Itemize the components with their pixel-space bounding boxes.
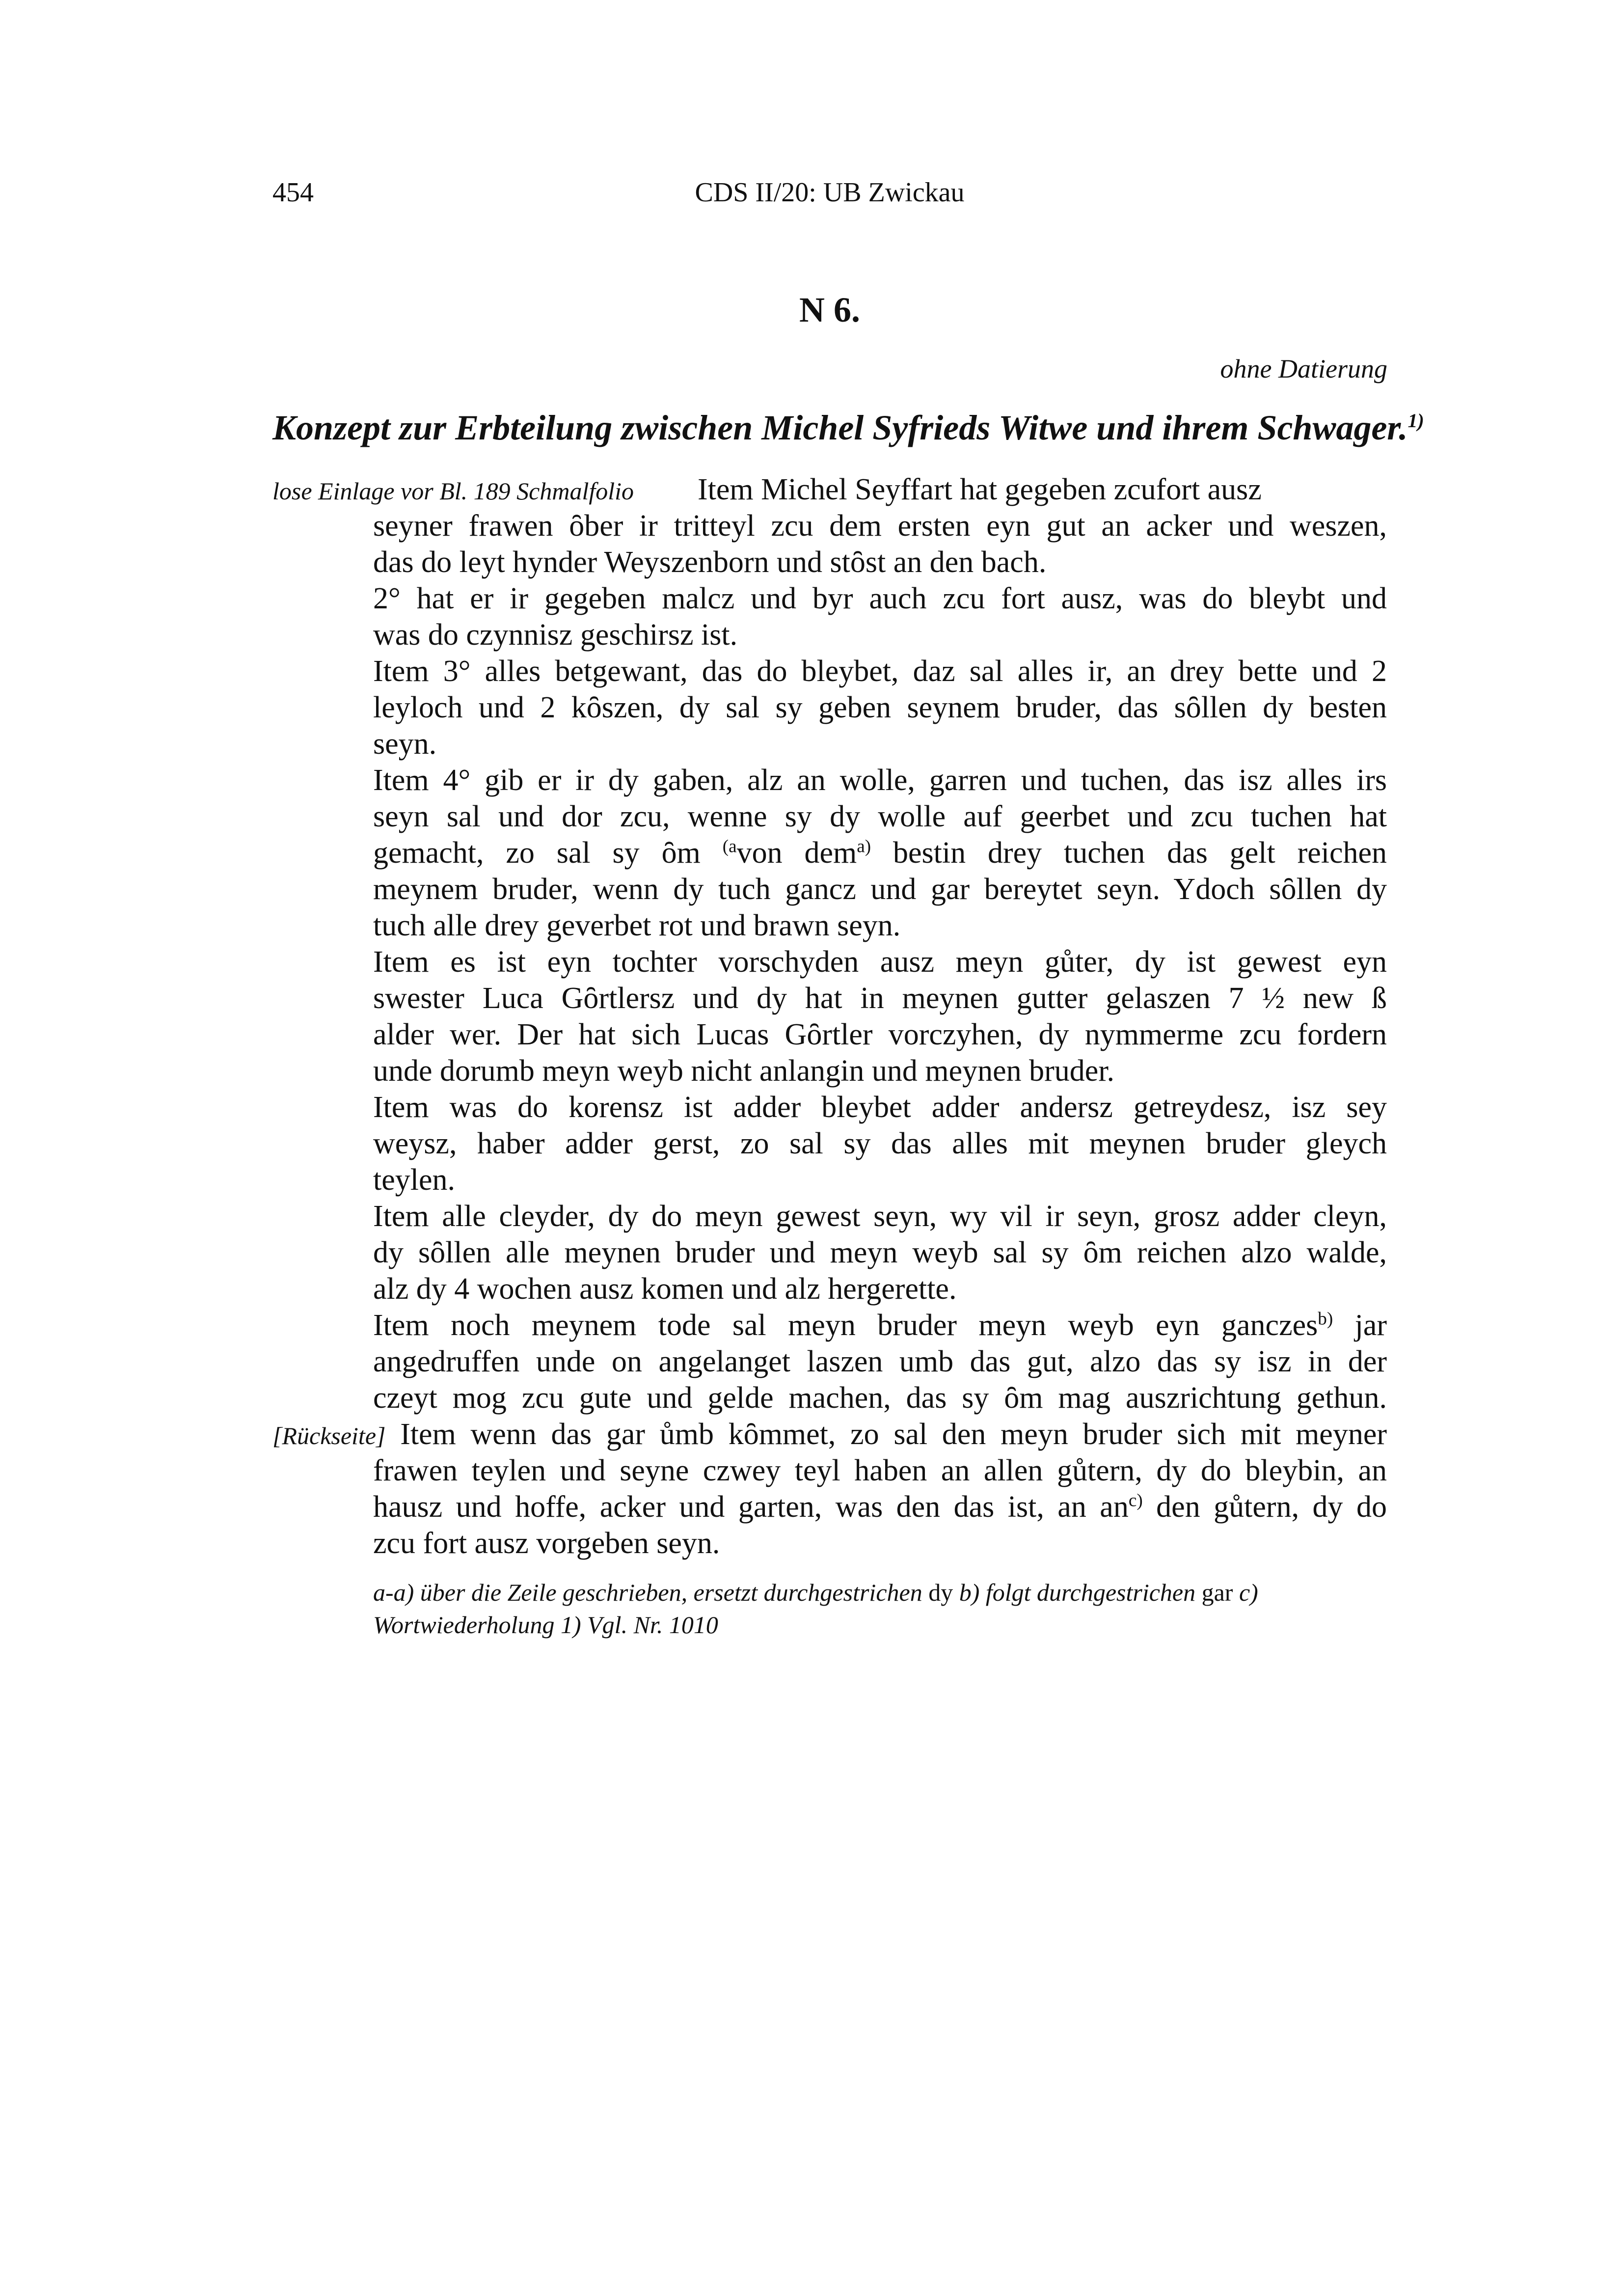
footnote-a-word: dy	[928, 1579, 953, 1606]
text-line: Item es ist eyn tochter vorschyden ausz meyn gůter, dy ist gewest eyn	[373, 945, 1387, 979]
line-text: Item wenn das gar ůmb kȏmmet, zo sal den meyn bruder sich mit meyner	[400, 1418, 1387, 1451]
text-line: frawen teylen und seyne czwey teyl haben an allen gůtern, dy do bleybin, an	[373, 1454, 1387, 1487]
text-line: teylen.	[373, 1163, 455, 1197]
footnote-mark: (a	[722, 836, 737, 857]
date-note: ohne Datierung	[1220, 354, 1387, 383]
footnote-a-label: a-a) über die Zeile geschrieben, ersetzt durchgestrichen	[373, 1579, 922, 1606]
footnote-line	[373, 1609, 1387, 1641]
text-line: unde dorumb meyn weyb nicht anlangin und meynen bruder.	[373, 1054, 1115, 1088]
line-text: jar	[1333, 1309, 1387, 1342]
text-line	[272, 471, 1387, 508]
footnote-b-word: gar	[1201, 1579, 1233, 1606]
line-text: gemacht, zo sal sy ȏm	[373, 836, 701, 870]
line-text: Item Michel Seyffart hat gegeben zcufort ausz	[698, 473, 1262, 506]
text-line: alder wer. Der hat sich Lucas Gȏrtler vorczyhen, dy nymmerme zcu fordern	[373, 1018, 1387, 1051]
text-line: seyn.	[373, 727, 437, 761]
text-line: angedruffen unde on angelanget laszen umb das gut, alzo das sy isz in der	[373, 1345, 1387, 1378]
document-number: N 6.	[799, 290, 860, 329]
text-line: Item was do korensz ist adder bleybet adder andersz getreydesz, isz sey	[373, 1091, 1387, 1124]
line-text: den gůtern, dy do	[1142, 1490, 1387, 1524]
text-line	[272, 1416, 1387, 1452]
footnote-ref: 1) Vgl. Nr. 1010	[560, 1611, 718, 1639]
footnotes	[373, 1576, 1387, 1641]
footnote-mark: c)	[1128, 1490, 1143, 1511]
line-text: Item noch meynem tode sal meyn bruder meyn weyb eyn ganczes	[373, 1309, 1318, 1342]
text-line: zcu fort ausz vorgeben seyn.	[373, 1527, 720, 1560]
footnote-b-label: b) folgt durchgestrichen	[959, 1579, 1196, 1606]
footnote-mark: b)	[1318, 1309, 1333, 1329]
text-line: tuch alle drey geverbet rot und brawn seyn.	[373, 909, 901, 942]
text-line: meynem bruder, wenn dy tuch gancz und gar bereytet seyn. Ydoch sȏllen dy	[373, 873, 1387, 906]
margin-note-first: lose Einlage vor Bl. 189 Schmalfolio	[272, 477, 634, 505]
footnote-line	[373, 1576, 1387, 1609]
text-line: alz dy 4 wochen ausz komen und alz hergerette.	[373, 1272, 957, 1306]
text-line: was do czynnisz geschirsz ist.	[373, 618, 738, 652]
text-line: leyloch und 2 kȏszen, dy sal sy geben seynem bruder, das sȏllen dy besten	[373, 691, 1387, 724]
text-line: das do leyt hynder Weyszenborn und stȏst an den bach.	[373, 546, 1047, 579]
page-number: 454	[272, 177, 314, 208]
text-line: 2° hat er ir gegeben malcz und byr auch zcu fort ausz, was do bleybt und	[373, 582, 1387, 615]
margin-note-reverse: [Rückseite]	[272, 1422, 386, 1449]
heading-footnote-mark: 1)	[1407, 410, 1424, 432]
line-text: bestin drey tuchen das gelt reichen	[871, 836, 1387, 870]
text-line: Item 4° gib er ir dy gaben, alz an wolle, garren und tuchen, das isz alles irs	[373, 764, 1387, 797]
text-line: seyn sal und dor zcu, wenne sy dy wolle auf geerbet und zcu tuchen hat	[373, 800, 1387, 833]
text-line: dy sȏllen alle meynen bruder und meyn weyb sal sy ȏm reichen alzo walde,	[373, 1236, 1387, 1269]
page-header	[272, 177, 1387, 221]
text-line: seyner frawen ȏber ir tritteyl zcu dem ersten eyn gut an acker und weszen,	[373, 509, 1387, 543]
line-text: von dem	[736, 836, 857, 870]
document-heading	[272, 408, 1424, 448]
heading-text: Konzept zur Erbteilung zwischen Michel Syfrieds Witwe und ihrem Schwager.	[272, 408, 1408, 447]
text-line	[373, 835, 1387, 871]
footnote-c-label: c)	[1239, 1579, 1258, 1606]
text-line: Item alle cleyder, dy do meyn gewest seyn, wy vil ir seyn, grosz adder cleyn,	[373, 1200, 1387, 1233]
text-line: czeyt mog zcu gute und gelde machen, das sy ȏm mag auszrichtung gethun.	[373, 1381, 1387, 1415]
running-title: CDS II/20: UB Zwickau	[695, 177, 965, 208]
text-line	[373, 1489, 1387, 1525]
line-text: hausz und hoffe, acker und garten, was den das ist, an an	[373, 1490, 1129, 1524]
footnote-c-text: Wortwiederholung	[373, 1611, 555, 1639]
text-line	[373, 1307, 1387, 1343]
text-line: weysz, haber adder gerst, zo sal sy das alles mit meynen bruder gleych	[373, 1127, 1387, 1160]
text-line: swester Luca Gȏrtlersz und dy hat in meynen gutter gelaszen 7 ½ new ß	[373, 982, 1387, 1015]
text-line: Item 3° alles betgewant, das do bleybet, daz sal alles ir, an drey bette und 2	[373, 655, 1387, 688]
footnote-mark: a)	[857, 836, 871, 857]
